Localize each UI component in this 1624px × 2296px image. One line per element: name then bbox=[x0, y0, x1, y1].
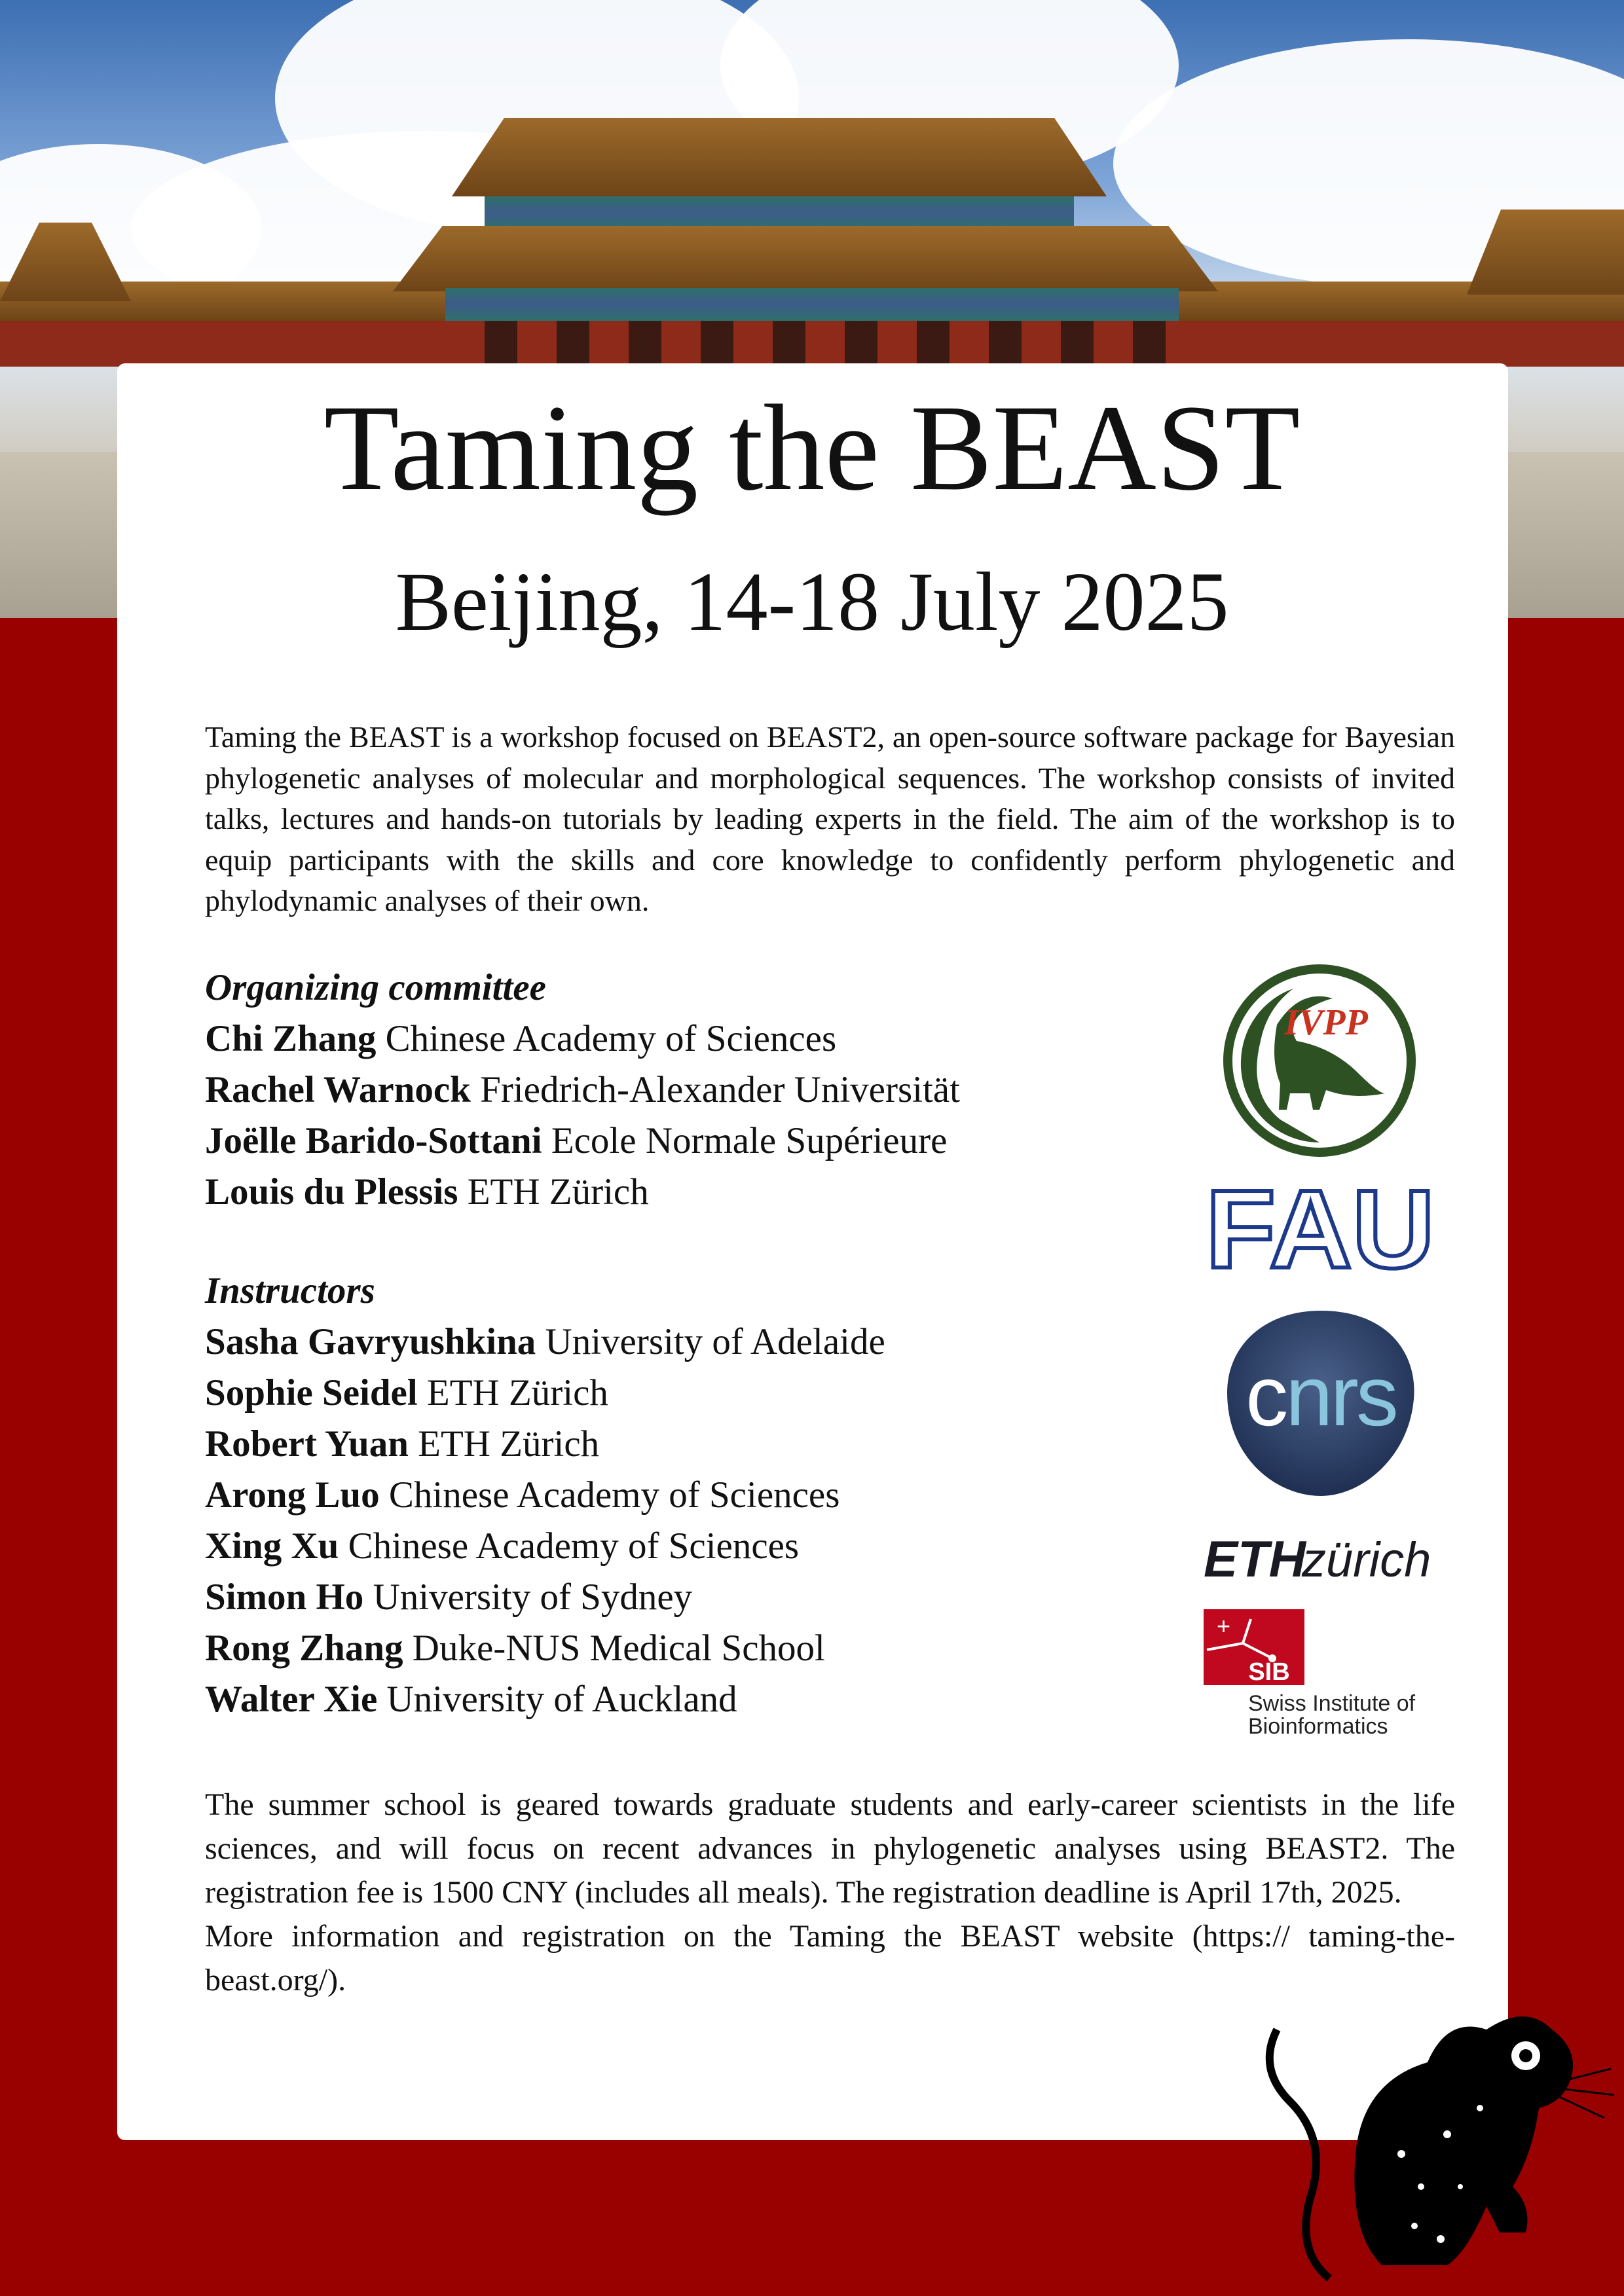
fau-logo bbox=[1205, 1184, 1435, 1273]
organizer-item bbox=[205, 1013, 1187, 1065]
instructor-item bbox=[205, 1470, 1187, 1521]
person-name: Robert Yuan bbox=[205, 1423, 409, 1465]
affiliation: Chinese Academy of Sciences bbox=[348, 1525, 800, 1567]
affiliation: Ecole Normale Supérieure bbox=[551, 1120, 948, 1161]
organizer-item bbox=[205, 1065, 1187, 1116]
svg-text:FAU: FAU bbox=[1206, 1184, 1435, 1273]
organizer-item bbox=[205, 1167, 1187, 1218]
svg-text:ETH: ETH bbox=[1204, 1532, 1306, 1584]
ivpp-logo bbox=[1221, 962, 1418, 1159]
sib-logo bbox=[1204, 1609, 1439, 1740]
svg-text:IVPP: IVPP bbox=[1284, 1002, 1368, 1043]
svg-text:+: + bbox=[1217, 1613, 1231, 1639]
person-name: Louis du Plessis bbox=[205, 1171, 458, 1212]
affiliation: Friedrich-Alexander Universität bbox=[480, 1069, 960, 1110]
instructor-item bbox=[205, 1521, 1187, 1572]
instructor-item bbox=[205, 1623, 1187, 1674]
person-name: Arong Luo bbox=[205, 1474, 380, 1516]
affiliation: Duke-NUS Medical School bbox=[412, 1628, 825, 1669]
instructors bbox=[205, 1266, 1187, 1725]
instructor-item bbox=[205, 1317, 1187, 1368]
affiliation: Chinese Academy of Sciences bbox=[388, 1474, 840, 1516]
affiliation: University of Adelaide bbox=[545, 1321, 885, 1362]
closing-section bbox=[205, 1783, 1455, 2002]
cnrs-logo bbox=[1224, 1307, 1418, 1497]
svg-text:SIB: SIB bbox=[1248, 1658, 1290, 1686]
rat-illustration bbox=[1251, 1990, 1617, 2296]
person-name: Xing Xu bbox=[205, 1525, 339, 1567]
affiliation: ETH Zürich bbox=[467, 1171, 649, 1212]
closing-paragraph: The summer school is geared towards graduate students and early-career scientists in the life sciences, and will focus on recent advances in phylogenetic analyses using BEAST2. The registration fee is 1500 CNY (includes all meals). The registration deadline is April 17th, 2025. bbox=[205, 1787, 1455, 1910]
person-name: Simon Ho bbox=[205, 1576, 364, 1618]
affiliation: ETH Zürich bbox=[426, 1372, 608, 1413]
organizers-heading: Organizing committee bbox=[205, 967, 546, 1008]
instructor-item bbox=[205, 1419, 1187, 1470]
intro-paragraph: Taming the BEAST is a workshop focused on BEAST2, an open-source software package for Bayesian phylogenetic analyses of molecular and morphological sequences. The workshop consists of invited talks, lectures and hands-on tutorials by leading experts in the field. The aim of the workshop is to equip participants with the skills and core knowledge to confidently perform phylogenetic and phylodynamic analyses of their own. bbox=[205, 720, 1455, 917]
svg-text:zürich: zürich bbox=[1302, 1533, 1431, 1584]
person-name: Rong Zhang bbox=[205, 1628, 403, 1669]
affiliation: Chinese Academy of Sciences bbox=[385, 1018, 837, 1059]
person-name: Sasha Gavryushkina bbox=[205, 1321, 536, 1362]
affiliation: University of Auckland bbox=[386, 1679, 737, 1720]
svg-text:Bioinformatics: Bioinformatics bbox=[1248, 1714, 1388, 1739]
event-location-date: Beijing, 14-18 July 2025 bbox=[395, 555, 1229, 648]
instructor-item bbox=[205, 1674, 1187, 1725]
instructors-heading: Instructors bbox=[205, 1270, 375, 1311]
person-name: Sophie Seidel bbox=[205, 1372, 418, 1413]
website-paragraph: More information and registration on the Taming the BEAST website (https:// taming-the-beast.org/). bbox=[205, 1919, 1455, 1997]
svg-text:Swiss Institute of: Swiss Institute of bbox=[1248, 1691, 1416, 1716]
person-name: Rachel Warnock bbox=[205, 1069, 471, 1110]
affiliation: ETH Zürich bbox=[418, 1423, 600, 1465]
instructor-item bbox=[205, 1368, 1187, 1419]
person-name: Walter Xie bbox=[205, 1679, 378, 1720]
organizer-item bbox=[205, 1116, 1187, 1167]
person-name: Joëlle Barido-Sottani bbox=[205, 1120, 542, 1161]
eth-zurich-logo bbox=[1204, 1532, 1439, 1584]
person-name: Chi Zhang bbox=[205, 1018, 377, 1059]
page-title: Taming the BEAST bbox=[323, 379, 1301, 516]
svg-text:cnrs: cnrs bbox=[1246, 1348, 1396, 1444]
organizing-committee bbox=[205, 962, 1187, 1218]
affiliation: University of Sydney bbox=[373, 1576, 693, 1618]
instructor-item bbox=[205, 1572, 1187, 1623]
